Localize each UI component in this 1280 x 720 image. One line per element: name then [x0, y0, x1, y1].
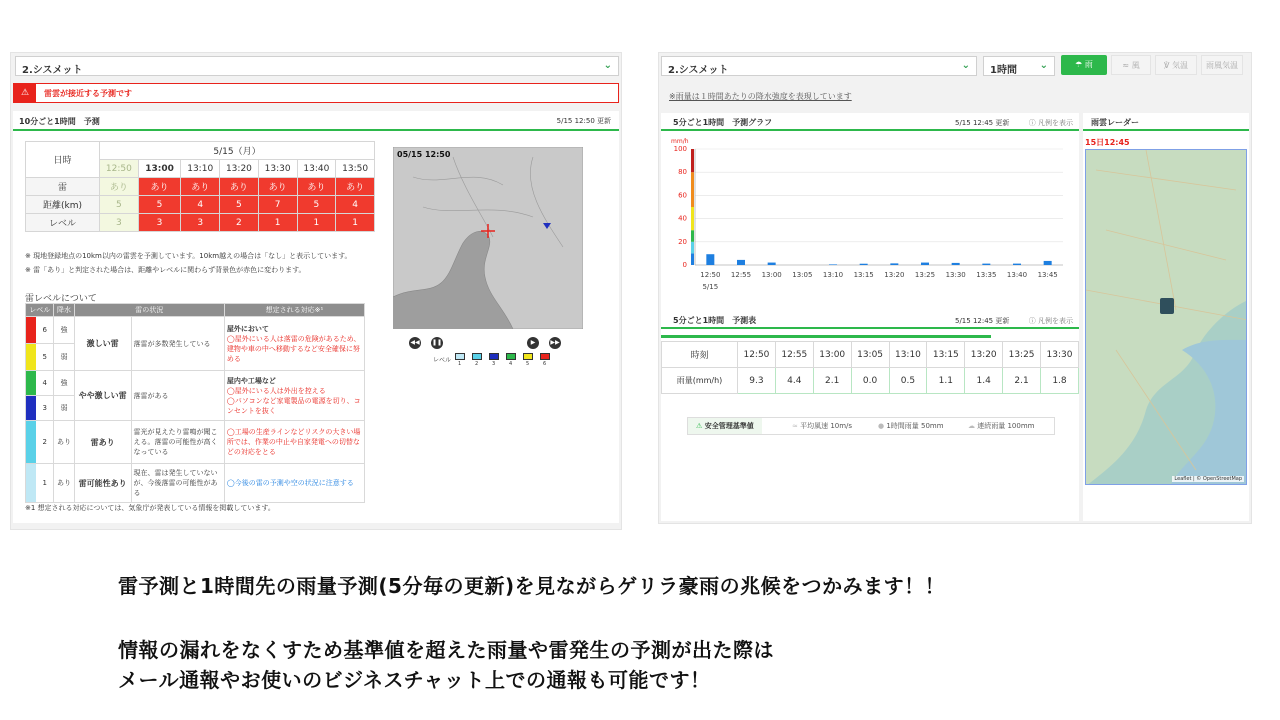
table-header	[661, 311, 1079, 329]
rain-label: あり	[54, 464, 74, 503]
legend-toggle[interactable]: ⓘ 凡例を表示	[1028, 317, 1073, 325]
x-tick-label: 13:45	[1037, 271, 1058, 279]
legend-swatch-6	[540, 353, 550, 360]
time-cell: 13:50	[336, 160, 375, 178]
caption-line-1: 雷予測と1時間先の雨量予測(5分毎の更新)を見ながらゲリラ豪雨の兆候をつかみます！！	[118, 574, 946, 598]
rain-cell: 1.8	[1041, 368, 1079, 394]
y-tick-label: 40	[678, 214, 687, 223]
level-swatch	[26, 317, 36, 343]
criteria-wind: ≈ 平均風速 10m/s	[792, 422, 853, 430]
map-land	[393, 147, 583, 329]
note-1: ※ 現地登録地点の10km以内の雷雲を予測しています。10km越えの場合は「なし」と表示しています。	[25, 252, 352, 260]
table-updated: 5/15 12:45 更新	[955, 317, 1010, 325]
header-rain: 降水	[54, 304, 74, 317]
x-tick-label: 13:25	[914, 271, 936, 279]
rain-cell: 4.4	[775, 368, 813, 394]
rain-forecast-table	[661, 341, 1079, 394]
wind-icon: ≈	[792, 422, 798, 430]
cloud-icon: ☁	[968, 422, 975, 430]
status-name: やや激しい雷	[74, 371, 131, 421]
row-label: 雨量(mm/h)	[662, 368, 738, 394]
location-select[interactable]: 2.シスメット ⌄	[661, 56, 977, 76]
y-tick-label: 20	[678, 237, 687, 246]
rain-bar	[706, 254, 714, 265]
distance-row	[26, 196, 375, 214]
legend-level-label: 4	[509, 361, 513, 367]
time-cell: 13:20	[965, 342, 1003, 368]
pause-icon[interactable]: ❚❚	[431, 337, 443, 349]
graph-header	[661, 113, 1079, 131]
thermometer-icon: ℣	[1163, 61, 1170, 70]
date-label: 5/15	[702, 283, 719, 291]
rain-cell: 2.1	[1003, 368, 1041, 394]
rain-bar	[890, 263, 898, 265]
updated-time: 5/15 12:50 更新	[556, 117, 611, 125]
level-section-title: 雷レベルについて	[25, 294, 97, 304]
status-desc: 現在、雷は発生していないが、今後落雷の可能性がある	[131, 464, 224, 503]
legend-level-label: 1	[458, 361, 462, 367]
rain-bar	[860, 264, 868, 265]
time-cell: 12:50	[100, 160, 139, 178]
level-num: 5	[42, 353, 47, 361]
graph-updated: 5/15 12:45 更新	[955, 119, 1010, 127]
response-text: ◯工場の生産ラインなどリスクの大きい場所では、作業の中止や自家発電への切替などの対応をとる	[226, 428, 361, 456]
y-tick-label: 0	[682, 261, 687, 269]
legend-level-label: 5	[526, 361, 530, 367]
legend-swatch-1	[455, 353, 465, 360]
legend-toggle[interactable]: ⓘ 凡例を表示	[1028, 119, 1073, 127]
rain-label: 強	[54, 317, 74, 344]
rain-cell: 0.0	[851, 368, 889, 394]
response-title: 屋外において	[226, 324, 269, 333]
time-cell: 12:55	[775, 342, 813, 368]
intensity-band	[691, 207, 694, 230]
intensity-band	[691, 230, 694, 242]
radar-card	[1083, 113, 1249, 521]
thunder-forecast-panel	[10, 52, 622, 530]
tab-rain-wind-temp[interactable]: 雨風気温	[1201, 55, 1243, 75]
criteria-hourly-rain: ● 1時間雨量 50mm	[878, 422, 944, 430]
level-num: 2	[42, 438, 47, 446]
time-row	[662, 342, 1079, 368]
rain-forecast-chart	[661, 135, 1079, 305]
radar-header	[1083, 113, 1249, 131]
map-attribution: Leaflet | © OpenStreetMap	[1174, 476, 1242, 482]
level-cell: 2	[220, 214, 259, 232]
row-label: 雷	[26, 178, 100, 196]
playback-controls	[409, 337, 569, 351]
location-select[interactable]: 2.シスメット ⌄	[15, 56, 619, 76]
rain-cell: 0.5	[889, 368, 927, 394]
level-num: 6	[42, 326, 47, 334]
rain-label: あり	[54, 421, 74, 464]
level-1	[26, 464, 54, 503]
level-swatch	[26, 421, 36, 463]
umbrella-icon: ☂	[1075, 60, 1083, 69]
intensity-band	[691, 253, 694, 265]
time-cell: 13:30	[1041, 342, 1079, 368]
footnote: ※1 想定される対応については、気象庁が発表している情報を掲載しています。	[25, 504, 275, 512]
level-num: 1	[42, 479, 47, 487]
response-text: ◯屋外にいる人は外出を控える ◯パソコンなど家電製品の電源を切り、コンセントを抜く	[226, 386, 361, 415]
status-name: 雷あり	[74, 421, 131, 464]
rain-bar	[952, 263, 960, 265]
thunder-cell: あり	[220, 178, 259, 196]
level-cell: 1	[297, 214, 336, 232]
x-tick-label: 13:30	[945, 271, 966, 279]
row-label: 距離(km)	[26, 196, 100, 214]
time-cell: 13:30	[258, 160, 297, 178]
drop-icon: ●	[878, 422, 885, 430]
response-cell	[224, 464, 364, 503]
rain-bar	[1013, 264, 1021, 265]
level-2	[26, 421, 54, 464]
thunder-cell: あり	[258, 178, 297, 196]
legend-swatch-3	[489, 353, 499, 360]
time-cell: 13:00	[813, 342, 851, 368]
x-tick-label: 13:40	[1006, 271, 1028, 279]
rain-bar	[737, 260, 745, 265]
row-label: 時刻	[662, 342, 738, 368]
play-icon[interactable]: ▶	[527, 337, 539, 349]
chevron-down-icon: ⌄	[603, 60, 612, 71]
intensity-band	[691, 149, 694, 172]
level-3	[26, 396, 54, 421]
legend-swatch-5	[523, 353, 533, 360]
radar-time: 15日12:45	[1085, 138, 1130, 147]
header-level: レベル	[26, 304, 54, 317]
help-icon: ⓘ	[1028, 119, 1036, 127]
graph-title: 5分ごと1時間 予測グラフ	[673, 118, 773, 127]
rain-forecast-panel	[658, 52, 1252, 524]
intensity-band	[691, 242, 694, 254]
response-text: ◯屋外にいる人は落雷の危険があるため、建物や車の中へ移動するなど安全確保に努める	[226, 334, 361, 363]
level-cell: 1	[258, 214, 297, 232]
level-6	[26, 317, 54, 344]
x-tick-label: 13:15	[853, 271, 874, 279]
radar-map[interactable]	[1085, 149, 1247, 485]
time-cell: 13:15	[927, 342, 965, 368]
distance-cell: 5	[220, 196, 259, 214]
legend-level-label: 6	[543, 361, 547, 367]
rain-note-link[interactable]: ※雨量は１時間あたりの降水強度を表現しています	[669, 92, 852, 101]
section-title: 10分ごと1時間 予測	[19, 117, 100, 126]
thunder-level-table	[25, 303, 365, 503]
rain-bar	[768, 263, 776, 265]
rewind-icon[interactable]: ◀◀	[409, 337, 421, 349]
graph-card	[661, 113, 1079, 521]
thunder-cell: あり	[100, 178, 139, 196]
forward-icon[interactable]: ▶▶	[549, 337, 561, 349]
x-tick-label: 13:20	[884, 271, 905, 279]
warning-icon: ⚠	[14, 84, 36, 102]
help-icon: ⓘ	[1028, 317, 1036, 325]
level-cell: 3	[100, 214, 139, 232]
row-label: レベル	[26, 214, 100, 232]
radar-title: 雨雲レーダー	[1091, 118, 1139, 127]
status-desc: 雷光が見えたり雷鳴が聞こえる。落雷の可能性が高くなっている	[131, 421, 224, 464]
thunder-cell: あり	[181, 178, 220, 196]
note-2: ※ 雷「あり」と判定された場合は、距離やレベルに関わらず背景色が赤色に変わります。	[25, 266, 306, 274]
level-num: 3	[42, 404, 47, 412]
caption-line-3: メール通報やお使いのビジネスチャット上での通報も可能です！	[118, 668, 711, 692]
thunder-cell: あり	[138, 178, 181, 196]
rain-cell: 9.3	[738, 368, 776, 394]
rain-cell: 1.1	[927, 368, 965, 394]
level-4	[26, 371, 54, 396]
distance-cell: 5	[297, 196, 336, 214]
thunder-forecast-table	[25, 141, 375, 232]
header-response: 想定される対応※¹	[224, 304, 364, 317]
time-cell: 12:50	[738, 342, 776, 368]
status-name: 雷可能性あり	[74, 464, 131, 503]
distance-cell: 5	[100, 196, 139, 214]
map-timestamp: 05/15 12:50	[397, 150, 451, 159]
rain-cell: 1.4	[965, 368, 1003, 394]
time-cell: 13:25	[1003, 342, 1041, 368]
criteria-label: ⚠ 安全管理基準値	[688, 418, 762, 434]
wind-icon: ≈	[1122, 61, 1130, 70]
level-swatch	[26, 464, 36, 502]
level-cell: 3	[181, 214, 220, 232]
level-swatch	[26, 396, 36, 420]
level-row	[26, 214, 375, 232]
tab-temperature[interactable]: ℣ 気温	[1155, 55, 1197, 75]
y-tick-label: 60	[678, 191, 687, 200]
level-swatch	[26, 371, 36, 395]
rain-bar	[921, 263, 929, 265]
criteria-bar	[687, 417, 1055, 435]
rain-row	[662, 368, 1079, 394]
y-axis-unit: mm/h	[671, 138, 689, 145]
chevron-down-icon: ⌄	[1039, 60, 1048, 71]
table-scroll-bar[interactable]	[661, 335, 991, 338]
y-tick-label: 80	[678, 168, 687, 177]
distance-cell: 4	[181, 196, 220, 214]
x-tick-label: 13:00	[761, 271, 782, 279]
level-cell: 3	[138, 214, 181, 232]
intensity-band	[691, 172, 694, 207]
map-legend	[433, 353, 583, 371]
alert-text: 雷雲が接近する予測です	[44, 89, 132, 98]
distance-cell: 5	[138, 196, 181, 214]
time-header: 日時	[26, 142, 100, 178]
tab-rain[interactable]: ☂ 雨	[1061, 55, 1107, 75]
status-name: 激しい雷	[74, 317, 131, 371]
x-tick-label: 12:55	[730, 271, 752, 279]
date-label: 5/15（月）	[100, 142, 375, 160]
criteria-continuous-rain: ☁ 連続雨量 100mm	[968, 422, 1035, 430]
time-cell: 13:40	[297, 160, 336, 178]
thunder-row	[26, 178, 375, 196]
status-desc: 落雷が多数発生している	[131, 317, 224, 371]
response-text: ◯今後の雷の予測や空の状況に注意する	[226, 479, 354, 487]
time-cell: 13:00	[138, 160, 181, 178]
rain-bar	[829, 264, 837, 265]
x-tick-label: 13:10	[822, 271, 844, 279]
legend-level-label: 2	[475, 361, 479, 367]
response-cell	[224, 371, 364, 421]
x-tick-label: 13:05	[792, 271, 813, 279]
time-cell: 13:10	[889, 342, 927, 368]
distance-cell: 4	[336, 196, 375, 214]
radar-map-svg	[1086, 150, 1247, 485]
rain-label: 強	[54, 371, 74, 396]
table-title: 5分ごと1時間 予測表	[673, 316, 757, 325]
level-5	[26, 344, 54, 371]
x-tick-label: 12:50	[700, 271, 721, 279]
y-tick-label: 100	[673, 145, 687, 153]
response-cell	[224, 317, 364, 371]
legend-swatch-4	[506, 353, 516, 360]
level-cell: 1	[336, 214, 375, 232]
caption-line-2: 情報の漏れをなくすため基準値を超えた雨量や雷発生の予測が出た際は	[118, 638, 774, 662]
warning-icon: ⚠	[696, 422, 703, 430]
header-status: 雷の状況	[74, 304, 224, 317]
legend-level-label: 3	[492, 361, 496, 367]
distance-cell: 7	[258, 196, 297, 214]
period-select[interactable]: 1時間 ⌄	[983, 56, 1055, 76]
time-cell: 13:20	[220, 160, 259, 178]
legend-label: レベル	[433, 357, 452, 364]
status-desc: 落雷がある	[131, 371, 224, 421]
rain-bar	[982, 264, 990, 265]
rain-bar	[1044, 261, 1052, 265]
rain-cell: 2.1	[813, 368, 851, 394]
thunder-cell: あり	[297, 178, 336, 196]
chevron-down-icon: ⌄	[961, 60, 970, 71]
level-num: 4	[42, 379, 47, 387]
thunder-cell: あり	[336, 178, 375, 196]
thunder-map[interactable]	[393, 147, 583, 329]
rain-label: 弱	[54, 344, 74, 371]
time-cell: 13:10	[181, 160, 220, 178]
forecast-card	[13, 111, 619, 523]
x-tick-label: 13:35	[976, 271, 997, 279]
tab-wind[interactable]: ≈ 風	[1111, 55, 1151, 75]
alert-banner	[13, 83, 619, 103]
response-title: 屋内や工場など	[226, 376, 276, 385]
response-cell	[224, 421, 364, 464]
time-cell: 13:05	[851, 342, 889, 368]
rain-label: 弱	[54, 396, 74, 421]
legend-swatch-2	[472, 353, 482, 360]
level-swatch	[26, 344, 36, 370]
section-header	[13, 111, 619, 131]
